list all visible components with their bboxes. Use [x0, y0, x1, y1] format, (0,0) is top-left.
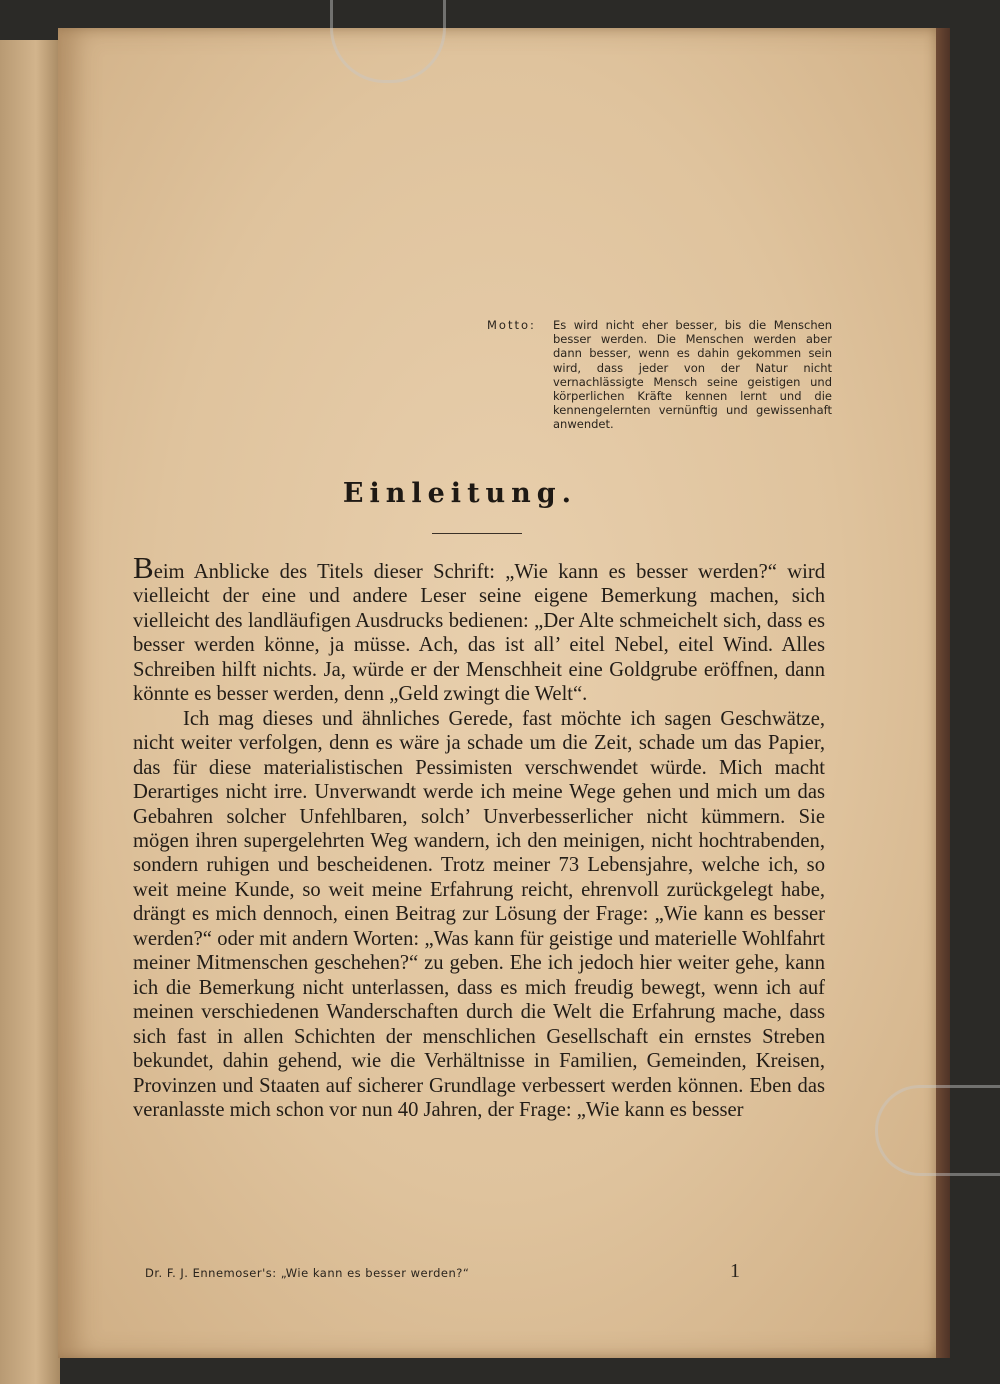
motto-text: Es wird nicht eher besser, bis die Menschen besser werden. Die Menschen werden aber dann besser, wenn es dahin gekommen sein wird, dass jeder von der Natur nicht vernachlässigte Mensch seine geistigen und körperlichen Kräfte kennen lernt und die kennengelernten vernünftig und gewissenhaft anwendet. — [553, 318, 832, 432]
paragraph-1-text: eim Anblicke des Titels dieser Schrift: „Wie kann es besser werden?“ wird vielleicht der eine und andere Leser seine eigene Bemerkung machen, sich vielleicht des landläufigen Ausdrucks bedienen: „Der Alte schmeichelt sich, dass es besser werden könne, ja müsse. Ach, das ist all’ eitel Nebel, eitel Wind. Alles Schreiben hilft nichts. Ja, würde er der Menschheit eine Goldgrube eröffnen, dann könnte es besser werden, denn „Geld zwingt die Welt“. — [133, 561, 825, 706]
body-text — [133, 550, 825, 1122]
facing-page-edge — [0, 40, 60, 1384]
paragraph-2: Ich mag dieses und ähnliches Gerede, fast möchte ich sagen Geschwätze, nicht weiter verfolgen, denn es wäre ja schade um die Zeit, schade um das Papier, das für diese materialistischen Pessimisten verschwendet würde. Mich macht Derartiges nicht irre. Unverwandt werde ich meine Wege gehen und mich um das Gebahren solcher Unfehlbaren, solch’ Unverbesserlicher nicht kümmern. Sie mögen ihren supergelehrten Weg wandern, ich den meinigen, nicht hochtrabenden, sondern ruhigen und bescheidenen. Trotz meiner 73 Lebensjahre, welche ich, so weit meine Kunde, so weit meine Erfahrung reicht, ehrenvoll zurückgelegt habe, drängt es mich dennoch, einen Beitrag zur Lösung der Frage: „Wie kann es besser werden?“ oder mit andern Worten: „Was kann für geistige und materielle Wohlfahrt meiner Mitmenschen geschehen?“ zu geben. Ehe ich jedoch hier weiter gehe, kann ich die Bemerkung nicht unterlassen, dass es mich freudig bewegt, wenn ich auf meinen verschiedenen Wanderschaften durch die Welt die Erfahrung mache, dass sich fast in allen Schichten der menschlichen Gesellschaft ein ernstes Streben bekundet, dahin gehend, wie die Verhältnisse in Familien, Gemeinden, Kreisen, Provinzen und Staaten auf sicherer Grundlage verbessert werden können. Eben das veranlasste mich schon vor nun 40 Jahren, der Frage: „Wie kann es besser — [133, 707, 825, 1121]
motto-label: Motto: — [487, 318, 536, 332]
motto — [487, 318, 832, 432]
drop-cap: B — [133, 550, 154, 585]
chapter-heading: Einleitung. — [342, 478, 578, 509]
running-footer-title: Dr. F. J. Ennemoser's: „Wie kann es besser werden?“ — [145, 1266, 470, 1280]
page-number: 1 — [730, 1260, 740, 1282]
page-clip-right — [875, 1085, 1000, 1176]
paragraph-1 — [133, 550, 825, 707]
heading-rule — [432, 533, 522, 534]
